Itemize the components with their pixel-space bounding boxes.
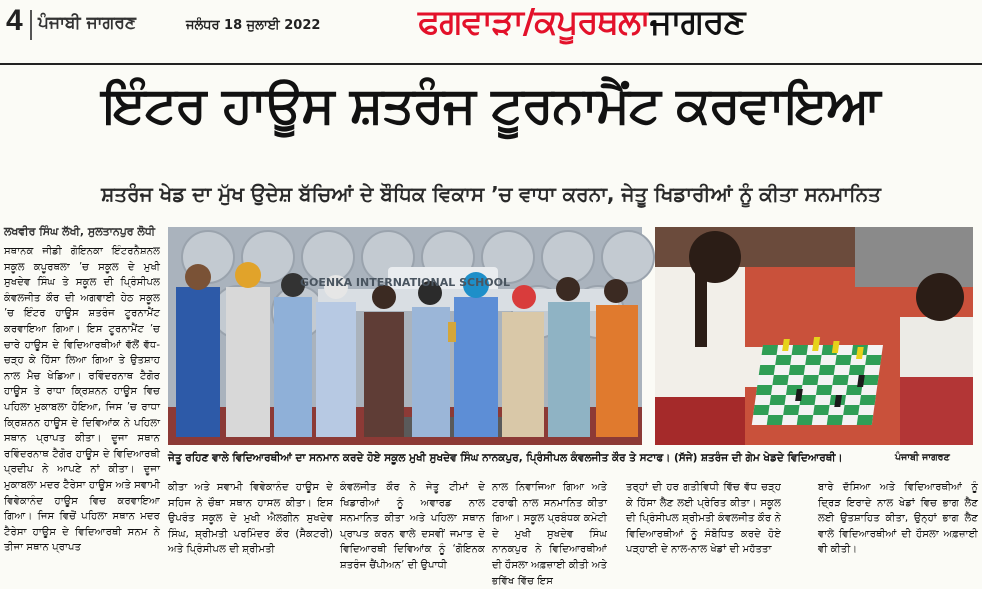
chess-game-photo [655, 227, 973, 445]
article-column-6: ਬਾਰੇ ਦੱਸਿਆ ਅਤੇ ਵਿਦਿਆਰਥੀਆਂ ਨੂੰ ਦ੍ਰਿੜ ਇਰਾਦੇ ਨਾਲ ਖੇਡਾਂ ਵਿਚ ਭਾਗ ਲੈਣ ਲਈ ਉਤਸ਼ਾਹਿਤ ਕੀਤਾ, ਉਨ੍ਹਾਂ ਭਾਗ ਲੈਣ ਵਾਲੇ ਵਿਦਿਆਰਥੀਆਂ ਦੀ ਹੌਸਲਾ ਅਫ਼ਜ਼ਾਈ ਵੀ ਕੀਤੀ। [818, 482, 978, 556]
edition-title [418, 2, 745, 42]
article-column-1: ਸਥਾਨਕ ਜੀਡੀ ਗੋਇਨਕਾ ਇੰਟਰਨੈਸ਼ਨਲ ਸਕੂਲ ਕਪੂਰਥਲਾ ’ਚ ਸਕੂਲ ਦੇ ਮੁਖੀ ਸੁਖਦੇਵ ਸਿੰਘ ਤੇ ਸਕੂਲ ਦੀ ਪ੍ਰਿੰਸੀਪਲ ਕੰਵਲਜੀਤ ਕੌਰ ਦੀ ਅਗਵਾਈ ਹੇਠ ਸਕੂਲ ’ਚ ਇੰਟਰ ਹਾਊਸ ਸ਼ਤਰੰਜ ਟੂਰਨਾਮੈਂਟ ਕਰਵਾਇਆ ਗਿਆ। ਇਸ ਟੂਰਨਾਮੈਂਟ ’ਚ ਚਾਰੇ ਹਾਊਸ ਦੇ ਵਿਦਿਆਰਥੀਆਂ ਵੱਲੋਂ ਵੱਧ-ਚੜ੍ਹ ਕੇ ਹਿੱਸਾ ਲਿਆ ਗਿਆ ਤੇ ਉਤਸ਼ਾਹ ਨਾਲ ਮੈਚ ਖੇਡਿਆ। ਰਵਿੰਦਰਨਾਥ ਟੈਗੋਰ ਹਾਊਸ ਤੇ ਰਾਧਾ ਕ੍ਰਿਸ਼ਨਨ ਹਾਊਸ ਵਿਚ ਪਹਿਲਾ ਮੁਕਾਬਲਾ ਹੋਇਆ, ਜਿਸ ’ਚ ਰਾਧਾ ਕ੍ਰਿਸ਼ਨਨ ਹਾਊਸ ਦੇ ਦਿਵਿਆਂਕ ਨੇ ਪਹਿਲਾ ਸਥਾਨ ਪ੍ਰਾਪਤ ਕੀਤਾ। ਦੂਜਾ ਸਥਾਨ ਰਵਿੰਦਰਨਾਥ ਟੈਗੋਰ ਹਾਊਸ ਦੇ ਵਿਦਿਆਰਥੀ ਪ੍ਰਦੀਪ ਨੇ ਆਪਣੇ ਨਾਂ ਕੀਤਾ। ਦੂਜਾ ਮੁਕਾਬਲਾ ਮਦਰ ਟੈਰੇਸਾ ਹਾਊਸ ਅਤੇ ਸਵਾਮੀ ਵਿਵੇਕਾਨੰਦ ਹਾਊਸ ਵਿਚ ਕਰਵਾਇਆ ਗਿਆ। ਜਿਸ ਵਿਚੋਂ ਪਹਿਲਾ ਸਥਾਨ ਮਦਰ ਟੈਰੇਸਾ ਹਾਊਸ ਦੇ ਵਿਦਿਆਰਥੀ ਸਨਮ ਨੇ ਤੀਜਾ ਸਥਾਨ ਪ੍ਰਾਪਤ [4, 246, 160, 554]
article-column-5: ਤਰ੍ਹਾਂ ਦੀ ਹਰ ਗਤੀਵਿਧੀ ਵਿੱਚ ਵੱਧ ਚੜ੍ਹ ਕੇ ਹਿੱਸਾ ਲੈਣ ਲਈ ਪ੍ਰੇਰਿਤ ਕੀਤਾ। ਸਕੂਲ ਦੀ ਪ੍ਰਿੰਸੀਪਲ ਸ਼੍ਰੀਮਤੀ ਕੰਵਲਜੀਤ ਕੌਰ ਨੇ ਵਿਦਿਆਰਥੀਆਂ ਨੂੰ ਸੰਬੋਧਿਤ ਕਰਦੇ ਹੋਏ ਪੜ੍ਹਾਈ ਦੇ ਨਾਲ-ਨਾਲ ਖੇਡਾਂ ਦੀ ਮਹੱਤਤਾ [626, 482, 781, 556]
edition-title-black: ਜਾਗਰਣ [649, 2, 745, 42]
headline: ਇੰਟਰ ਹਾਊਸ ਸ਼ਤਰੰਜ ਟੂਰਨਾਮੈਂਟ ਕਰਵਾਇਆ [102, 76, 880, 134]
award-ceremony-illustration [168, 227, 642, 445]
dateline: ਜਲੰਧਰ 18 ਜੁਲਾਈ 2022 [186, 18, 321, 33]
article-column-2: ਕੀਤਾ ਅਤੇ ਸਵਾਮੀ ਵਿਵੇਕਾਨੰਦ ਹਾਊਸ ਦੇ ਸਹਿਜ ਨੇ ਚੌਥਾ ਸਥਾਨ ਹਾਸਲ ਕੀਤਾ। ਇਸ ਉਪਰੰਤ ਸਕੂਲ ਦੇ ਮੁਖੀ ਐਲਗੀਨ ਸੁਖਦੇਵ ਸਿੰਘ, ਸ਼੍ਰੀਮਤੀ ਪਰਮਿੰਦਰ ਕੌਰ (ਸੈਕਟਰੀ) ਅਤੇ ਪ੍ਰਿੰਸੀਪਲ ਦੀ ਸ਼੍ਰੀਮਤੀ [168, 482, 333, 556]
article-column-3: ਕੰਵਲਜੀਤ ਕੌਰ ਨੇ ਜੇਤੂ ਟੀਮਾਂ ਦੇ ਖਿਡਾਰੀਆਂ ਨੂੰ ਅਵਾਰਡ ਨਾਲ ਸਨਮਾਨਿਤ ਕੀਤਾ ਅਤੇ ਪਹਿਲਾ ਸਥਾਨ ਪ੍ਰਾਪਤ ਕਰਨ ਵਾਲੇ ਦਸਵੀਂ ਜਮਾਤ ਦੇ ਵਿਦਿਆਰਥੀ ਦਿਵਿਆਂਕ ਨੂੰ ‘ਗੋਇਨਕ ਸ਼ਤਰੰਜ ਚੈਂਪੀਅਨ’ ਦੀ ਉਪਾਧੀ [340, 482, 485, 571]
photo-credit: ਪੰਜਾਬੀ ਜਾਗਰਣ [895, 452, 950, 463]
backdrop-school-name: GOENKA INTERNATIONAL SCHOOL [299, 276, 511, 289]
photo-caption: ਜੇਤੂ ਰਹਿਣ ਵਾਲੇ ਵਿਦਿਆਰਥੀਆਂ ਦਾ ਸਨਮਾਨ ਕਰਦੇ ਹੋਏ ਸਕੂਲ ਮੁਖੀ ਸੁਖਦੇਵ ਸਿੰਘ ਨਾਨਕਪੁਰ, ਪ੍ਰਿੰਸੀਪਲ ਕੰਵਲਜੀਤ ਕੌਰ ਤੇ ਸਟਾਫ। (ਸੱਜੇ) ਸ਼ਤਰੰਜ ਦੀ ਗੇਮ ਖੇਡਦੇ ਵਿਦਿਆਰਥੀ। [168, 452, 843, 464]
byline: ਲਖਵੀਰ ਸਿੰਘ ਲੱਖੀ, ਸੁਲਤਾਨਪੁਰ ਲੋਧੀ [4, 225, 156, 238]
header-rule [0, 63, 982, 65]
award-ceremony-photo [168, 227, 642, 445]
paper-name: ਪੰਜਾਬੀ ਜਾਗਰਣ [38, 13, 136, 33]
article-column-4: ਨਾਲ ਨਿਵਾਜਿਆ ਗਿਆ ਅਤੇ ਟਰਾਫੀ ਨਾਲ ਸਨਮਾਨਿਤ ਕੀਤਾ ਗਿਆ। ਸਕੂਲ ਪ੍ਰਬੰਧਕ ਕਮੇਟੀ ਦੇ ਮੁਖੀ ਸੁਖਦੇਵ ਸਿੰਘ ਨਾਨਕਪੁਰ ਨੇ ਵਿਦਿਆਰਥੀਆਂ ਦੀ ਹੌਸਲਾ ਅਫ਼ਜ਼ਾਈ ਕੀਤੀ ਅਤੇ ਭਵਿੱਖ ਵਿੱਚ ਇਸ [492, 482, 607, 587]
edition-title-red: ਫਗਵਾੜਾ/ਕਪੂਰਥਲਾ [418, 2, 650, 42]
subheadline: ਸ਼ਤਰੰਜ ਖੇਡ ਦਾ ਮੁੱਖ ਉਦੇਸ਼ ਬੱਚਿਆਂ ਦੇ ਬੌਧਿਕ ਵਿਕਾਸ ’ਚ ਵਾਧਾ ਕਰਨਾ, ਜੇਤੂ ਖਿਡਾਰੀਆਂ ਨੂੰ ਕੀਤਾ ਸਨਮਾਨਿਤ [101, 182, 881, 206]
page-number: 4 [6, 4, 23, 37]
chess-game-illustration [655, 227, 973, 445]
header-divider [30, 10, 32, 40]
